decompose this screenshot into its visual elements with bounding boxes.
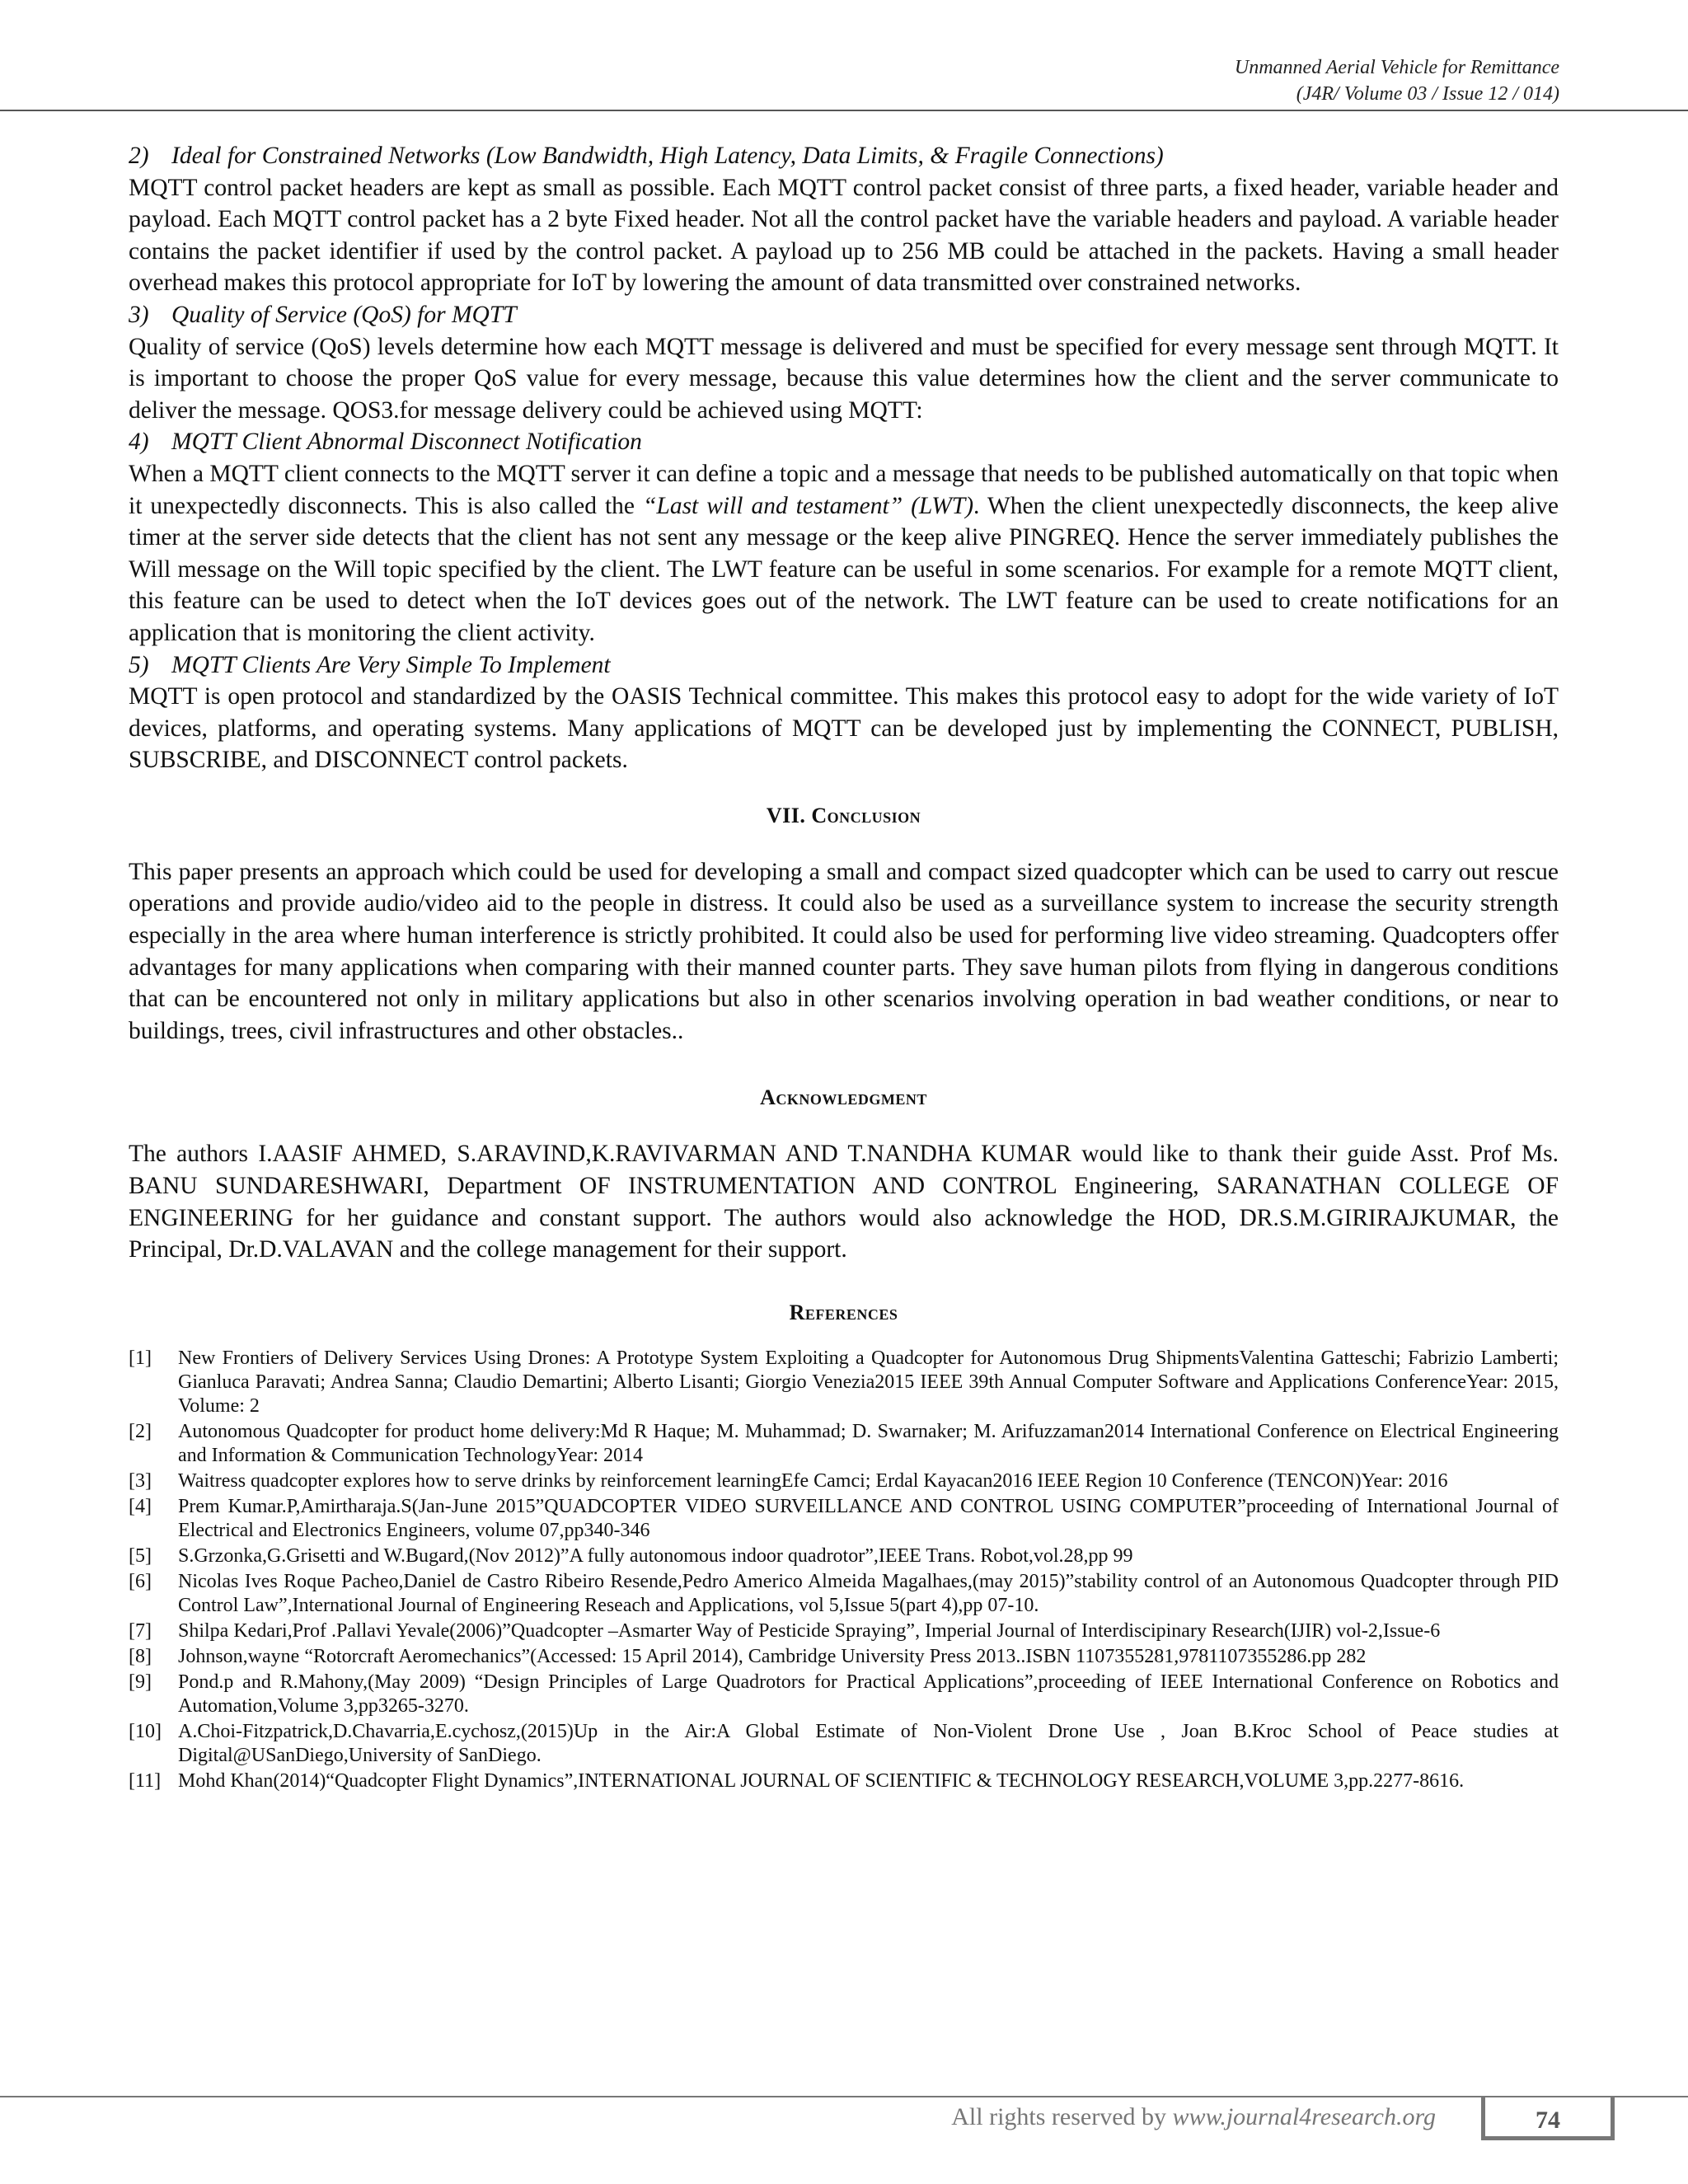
reference-list: [129, 1347, 1559, 1793]
paragraph-5: MQTT is open protocol and standardized by the OASIS Technical committee. This makes this protocol easy to adopt for the wide variety of IoT devices, platforms, and operating systems. Many applications of MQTT can be developed just by implementing the CONNECT, PUBLISH, SUBSCRIBE, and DISCONNECT control packets.: [129, 683, 1559, 774]
paragraph-text: When a MQTT client connects to the MQTT server it can define a topic and a message that needs to be published automatically on that topic when it unexpectedly disconnects. This is also called the: [129, 460, 1559, 519]
reference-item: [129, 1769, 1559, 1793]
subsection-number: 3): [129, 301, 149, 328]
journal-site-link[interactable]: www.journal4research.org: [1172, 2103, 1436, 2130]
reference-text: Pond.p and R.Mahony,(May 2009) “Design Principles of Large Quadrotors for Practical Applications”,proceeding of IEEE International Conference on Robotics and Automation,Volume 3,pp3265-3270.: [178, 1671, 1559, 1717]
reference-item: [129, 1347, 1559, 1418]
paragraph-text: . When the client unexpectedly disconnects, the keep alive timer at the server side detects that the client has not sent any message or the keep alive PINGREQ. Hence the server immediately publishes the Will message on the Will topic specified by the client. The LWT feature can be useful in some scenarios. For example for a remote MQTT client, this feature can be used to detect when the IoT devices goes out of the network. The LWT feature can be used to create notifications for an application that is monitoring the client activity.: [129, 492, 1559, 646]
reference-number: [6]: [129, 1570, 152, 1592]
reference-item: [129, 1469, 1559, 1493]
reference-text: S.Grzonka,G.Grisetti and W.Bugard,(Nov 2012)”A fully autonomous indoor quadrotor”,IEEE Trans. Robot,vol.28,pp 99: [178, 1544, 1133, 1567]
reference-item: [129, 1619, 1559, 1643]
reference-number: [11]: [129, 1769, 162, 1792]
reference-text: Waitress quadcopter explores how to serve drinks by reinforcement learningEfe Camci; Erdal Kayacan2016 IEEE Region 10 Conference (TENCON)Year: 2016: [178, 1469, 1448, 1492]
reference-text: Prem Kumar.P,Amirtharaja.S(Jan-June 2015”QUADCOPTER VIDEO SURVEILLANCE AND CONTROL USING COMPUTER”proceeding of International Journal of Electrical and Electronics Engineers, volume 07,pp340-346: [178, 1495, 1559, 1541]
reference-text: Autonomous Quadcopter for product home delivery:Md R Haque; M. Muhammad; D. Swarnaker; M. Arifuzzaman2014 International Conference on Electrical Engineering and Information & Communication TechnologyYear: 2014: [178, 1420, 1559, 1466]
reference-item: [129, 1544, 1559, 1568]
footer-rule: [0, 2096, 1688, 2097]
header-rule: [0, 110, 1688, 111]
subsection-heading-5: [129, 649, 1559, 682]
reference-text: Shilpa Kedari,Prof .Pallavi Yevale(2006)”Quadcopter –Asmarter Way of Pesticide Spraying”, Imperial Journal of Interdiscipinary Research(IJIR) vol-2,Issue-6: [178, 1619, 1441, 1642]
subsection-number: 5): [129, 651, 149, 678]
rights-text: All rights reserved by: [951, 2103, 1173, 2130]
reference-number: [10]: [129, 1720, 162, 1742]
header-title: Unmanned Aerial Vehicle for Remittance: [1234, 57, 1559, 78]
reference-number: [8]: [129, 1645, 152, 1667]
paragraph-3: Quality of service (QoS) levels determine how each MQTT message is delivered and must be specified for every message sent through MQTT. It is important to choose the proper QoS value for every message, because this value determines how the client and the server communicate to deliver the message. QOS3.for message delivery could be achieved using MQTT:: [129, 333, 1559, 424]
reference-number: [3]: [129, 1469, 152, 1492]
subsection-heading-4: [129, 426, 1559, 458]
acknowledgment-paragraph: The authors I.AASIF AHMED, S.ARAVIND,K.RAVIVARMAN AND T.NANDHA KUMAR would like to thank their guide Asst. Prof Ms. BANU SUNDARESHWARI, Department OF INSTRUMENTATION AND CONTROL Engineering, SARANATHAN COLLEGE OF ENGINEERING for her guidance and constant support. The authors would also acknowledge the HOD, DR.S.M.GIRIRAJKUMAR, the Principal, Dr.D.VALAVAN and the college management for their support.: [129, 1141, 1559, 1263]
running-header: [1235, 54, 1559, 107]
reference-number: [9]: [129, 1671, 152, 1693]
reference-number: [5]: [129, 1544, 152, 1567]
reference-text: New Frontiers of Delivery Services Using Drones: A Prototype System Exploiting a Quadcopter for Autonomous Drug ShipmentsValentina Gatteschi; Fabrizio Lamberti; Gianluca Paravati; Andrea Sanna; Claudio Demartini; Alberto Lisanti; Giorgio Venezia2015 IEEE 39th Annual Computer Software and Applications ConferenceYear: 2015, Volume: 2: [178, 1347, 1559, 1417]
subsection-heading-2: [129, 140, 1559, 172]
reference-text: Nicolas Ives Roque Pacheo,Daniel de Castro Ribeiro Resende,Pedro Americo Almeida Magalhaes,(may 2015)”stability control of an Autonomous Quadcopter through PID Control Law”,International Journal of Engineering Reseach and Applications, vol 5,Issue 5(part 4),pp 07-10.: [178, 1570, 1559, 1616]
references-heading: References: [789, 1300, 898, 1324]
reference-item: [129, 1720, 1559, 1768]
subsection-heading-3: [129, 299, 1559, 331]
conclusion-paragraph: This paper presents an approach which could be used for developing a small and compact sized quadcopter which can be used to carry out rescue operations and provide audio/video aid to the people in distress. It could also be used as a surveillance system to increase the security strength especially in the area where human interference is strictly prohibited. It could also be used for performing live video streaming. Quadcopters offer advantages for many applications when comparing with their manned counter parts. They save human pilots from flying in dangerous conditions that can be encountered not only in military applications but also in other scenarios involving operation in bad weather conditions, or near to buildings, trees, civil infrastructures and other obstacles..: [129, 858, 1559, 1044]
footer-rights: [951, 2103, 1436, 2131]
reference-item: [129, 1645, 1559, 1669]
subsection-number: 2): [129, 143, 149, 169]
reference-number: [4]: [129, 1495, 152, 1517]
header-citation: (J4R/ Volume 03 / Issue 12 / 014): [1296, 83, 1559, 105]
subsection-title: Ideal for Constrained Networks (Low Bandwidth, High Latency, Data Limits, & Fragile Connections): [171, 143, 1164, 169]
reference-item: [129, 1570, 1559, 1618]
paragraph-2: MQTT control packet headers are kept as small as possible. Each MQTT control packet consist of three parts, a fixed header, variable header and payload. Each MQTT control packet has a 2 byte Fixed header. Not all the control packet have the variable headers and payload. A variable header contains the packet identifier if used by the control packet. A payload up to 256 MB could be attached in the packets. Having a small header overhead makes this protocol appropriate for IoT by lowering the amount of data transmitted over constrained networks.: [129, 174, 1559, 297]
page-content: [129, 140, 1559, 1795]
subsection-title: Quality of Service (QoS) for MQTT: [171, 301, 517, 328]
page-number: 74: [1536, 2107, 1560, 2134]
reference-text: Mohd Khan(2014)“Quadcopter Flight Dynamics”,INTERNATIONAL JOURNAL OF SCIENTIFIC & TECHNOLOGY RESEARCH,VOLUME 3,pp.2277-8616.: [178, 1769, 1465, 1792]
subsection-title: MQTT Clients Are Very Simple To Implement: [171, 651, 611, 678]
lwt-term: “Last will and testament” (LWT): [643, 492, 974, 519]
subsection-number: 4): [129, 429, 149, 456]
paragraph-4: [129, 458, 1559, 649]
conclusion-heading: VII. Conclusion: [766, 803, 921, 827]
reference-item: [129, 1495, 1559, 1543]
reference-number: [2]: [129, 1420, 152, 1442]
reference-number: [7]: [129, 1619, 152, 1642]
reference-item: [129, 1671, 1559, 1718]
reference-text: A.Choi-Fitzpatrick,D.Chavarria,E.cychosz,(2015)Up in the Air:A Global Estimate of Non-Violent Drone Use , Joan B.Kroc School of Peace studies at Digital@USanDiego,University of SanDiego.: [178, 1720, 1559, 1766]
reference-item: [129, 1420, 1559, 1468]
reference-number: [1]: [129, 1347, 152, 1369]
subsection-title: MQTT Client Abnormal Disconnect Notification: [171, 429, 642, 456]
acknowledgment-heading: Acknowledgment: [760, 1085, 927, 1110]
reference-text: Johnson,wayne “Rotorcraft Aeromechanics”(Accessed: 15 April 2014), Cambridge University Press 2013..ISBN 1107355281,9781107355286.pp 282: [178, 1645, 1367, 1667]
